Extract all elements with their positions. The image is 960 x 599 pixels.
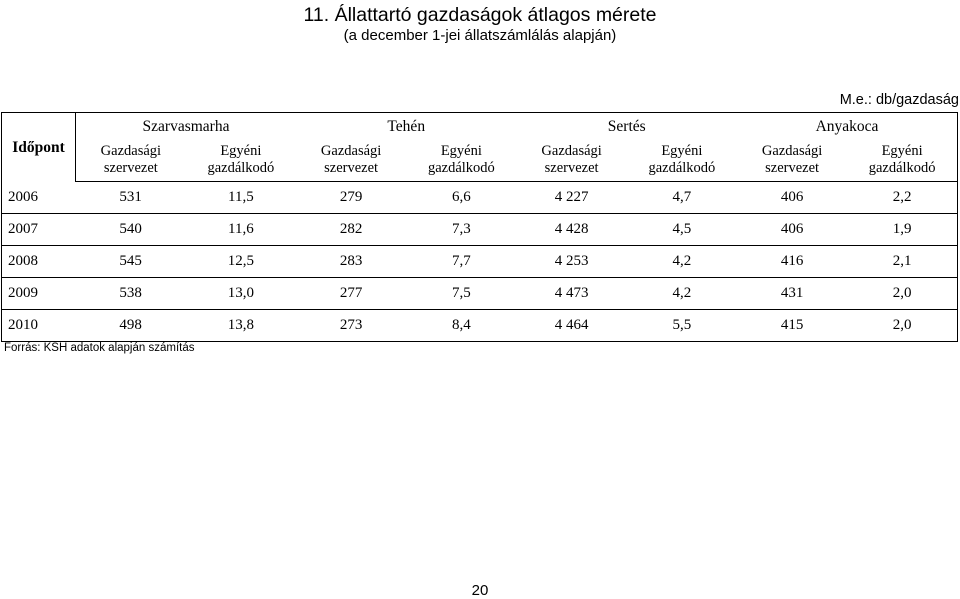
table-cell: 4 464 xyxy=(517,310,627,342)
table-cell: 13,0 xyxy=(186,278,296,310)
table-cell: 4,2 xyxy=(627,278,737,310)
table-cell: 2007 xyxy=(2,214,76,246)
table-cell: 416 xyxy=(737,246,847,278)
sub-header-gazdasagi: Gazdasági szervezet xyxy=(76,139,186,182)
table-cell: 4,5 xyxy=(627,214,737,246)
group-header-tehen: Tehén xyxy=(296,113,517,140)
table-cell: 7,3 xyxy=(406,214,516,246)
page-title: 11. Állattartó gazdaságok átlagos mérete xyxy=(303,4,657,26)
table-cell: 7,7 xyxy=(406,246,516,278)
table-cell: 545 xyxy=(76,246,186,278)
table-cell: 277 xyxy=(296,278,406,310)
table-cell: 273 xyxy=(296,310,406,342)
table-cell: 540 xyxy=(76,214,186,246)
sub-header-egyeni: Egyéni gazdálkodó xyxy=(186,139,296,182)
table-cell: 2,0 xyxy=(847,310,957,342)
table-cell: 498 xyxy=(76,310,186,342)
sub-header-gazdasagi: Gazdasági szervezet xyxy=(737,139,847,182)
table-cell: 2006 xyxy=(2,182,76,214)
table-cell: 8,4 xyxy=(406,310,516,342)
table-cell: 1,9 xyxy=(847,214,957,246)
table-cell: 282 xyxy=(296,214,406,246)
group-header-anyakoca: Anyakoca xyxy=(737,113,958,140)
table-cell: 283 xyxy=(296,246,406,278)
table-cell: 2010 xyxy=(2,310,76,342)
sub-header-egyeni: Egyéni gazdálkodó xyxy=(406,139,516,182)
table-cell: 2009 xyxy=(2,278,76,310)
row-header-idopont: Időpont xyxy=(2,113,76,182)
table-cell: 2,2 xyxy=(847,182,957,214)
table-cell: 5,5 xyxy=(627,310,737,342)
table-cell: 279 xyxy=(296,182,406,214)
table-cell: 4 428 xyxy=(517,214,627,246)
table-cell: 11,6 xyxy=(186,214,296,246)
table-cell: 2,0 xyxy=(847,278,957,310)
table-cell: 7,5 xyxy=(406,278,516,310)
table-row xyxy=(2,310,958,342)
group-header-row xyxy=(2,113,958,140)
table-cell: 431 xyxy=(737,278,847,310)
table-cell: 6,6 xyxy=(406,182,516,214)
sub-header-gazdasagi: Gazdasági szervezet xyxy=(296,139,406,182)
unit-label: M.e.: db/gazdaság xyxy=(839,92,959,108)
table-cell: 406 xyxy=(737,214,847,246)
table-cell: 4,2 xyxy=(627,246,737,278)
table-cell: 11,5 xyxy=(186,182,296,214)
table-cell: 415 xyxy=(737,310,847,342)
table-cell: 406 xyxy=(737,182,847,214)
table-cell: 12,5 xyxy=(186,246,296,278)
table-cell: 538 xyxy=(76,278,186,310)
data-table xyxy=(1,112,958,342)
group-header-szarvasmarha: Szarvasmarha xyxy=(76,113,297,140)
table-cell: 4,7 xyxy=(627,182,737,214)
table-cell: 4 473 xyxy=(517,278,627,310)
sub-header-egyeni: Egyéni gazdálkodó xyxy=(847,139,957,182)
page-number: 20 xyxy=(471,582,489,599)
table-row xyxy=(2,182,958,214)
sub-header-row xyxy=(2,139,958,182)
page-subtitle: (a december 1-jei állatszámlálás alapján) xyxy=(343,27,617,44)
group-header-sertes: Sertés xyxy=(517,113,738,140)
table-cell: 4 253 xyxy=(517,246,627,278)
table-cell: 2,1 xyxy=(847,246,957,278)
sub-header-gazdasagi: Gazdasági szervezet xyxy=(517,139,627,182)
table-cell: 4 227 xyxy=(517,182,627,214)
table-cell: 531 xyxy=(76,182,186,214)
table-cell: 2008 xyxy=(2,246,76,278)
table-row xyxy=(2,246,958,278)
sub-header-egyeni: Egyéni gazdálkodó xyxy=(627,139,737,182)
table-cell: 13,8 xyxy=(186,310,296,342)
table-row xyxy=(2,278,958,310)
source-note: Forrás: KSH adatok alapján számítás xyxy=(4,342,195,354)
table-row xyxy=(2,214,958,246)
